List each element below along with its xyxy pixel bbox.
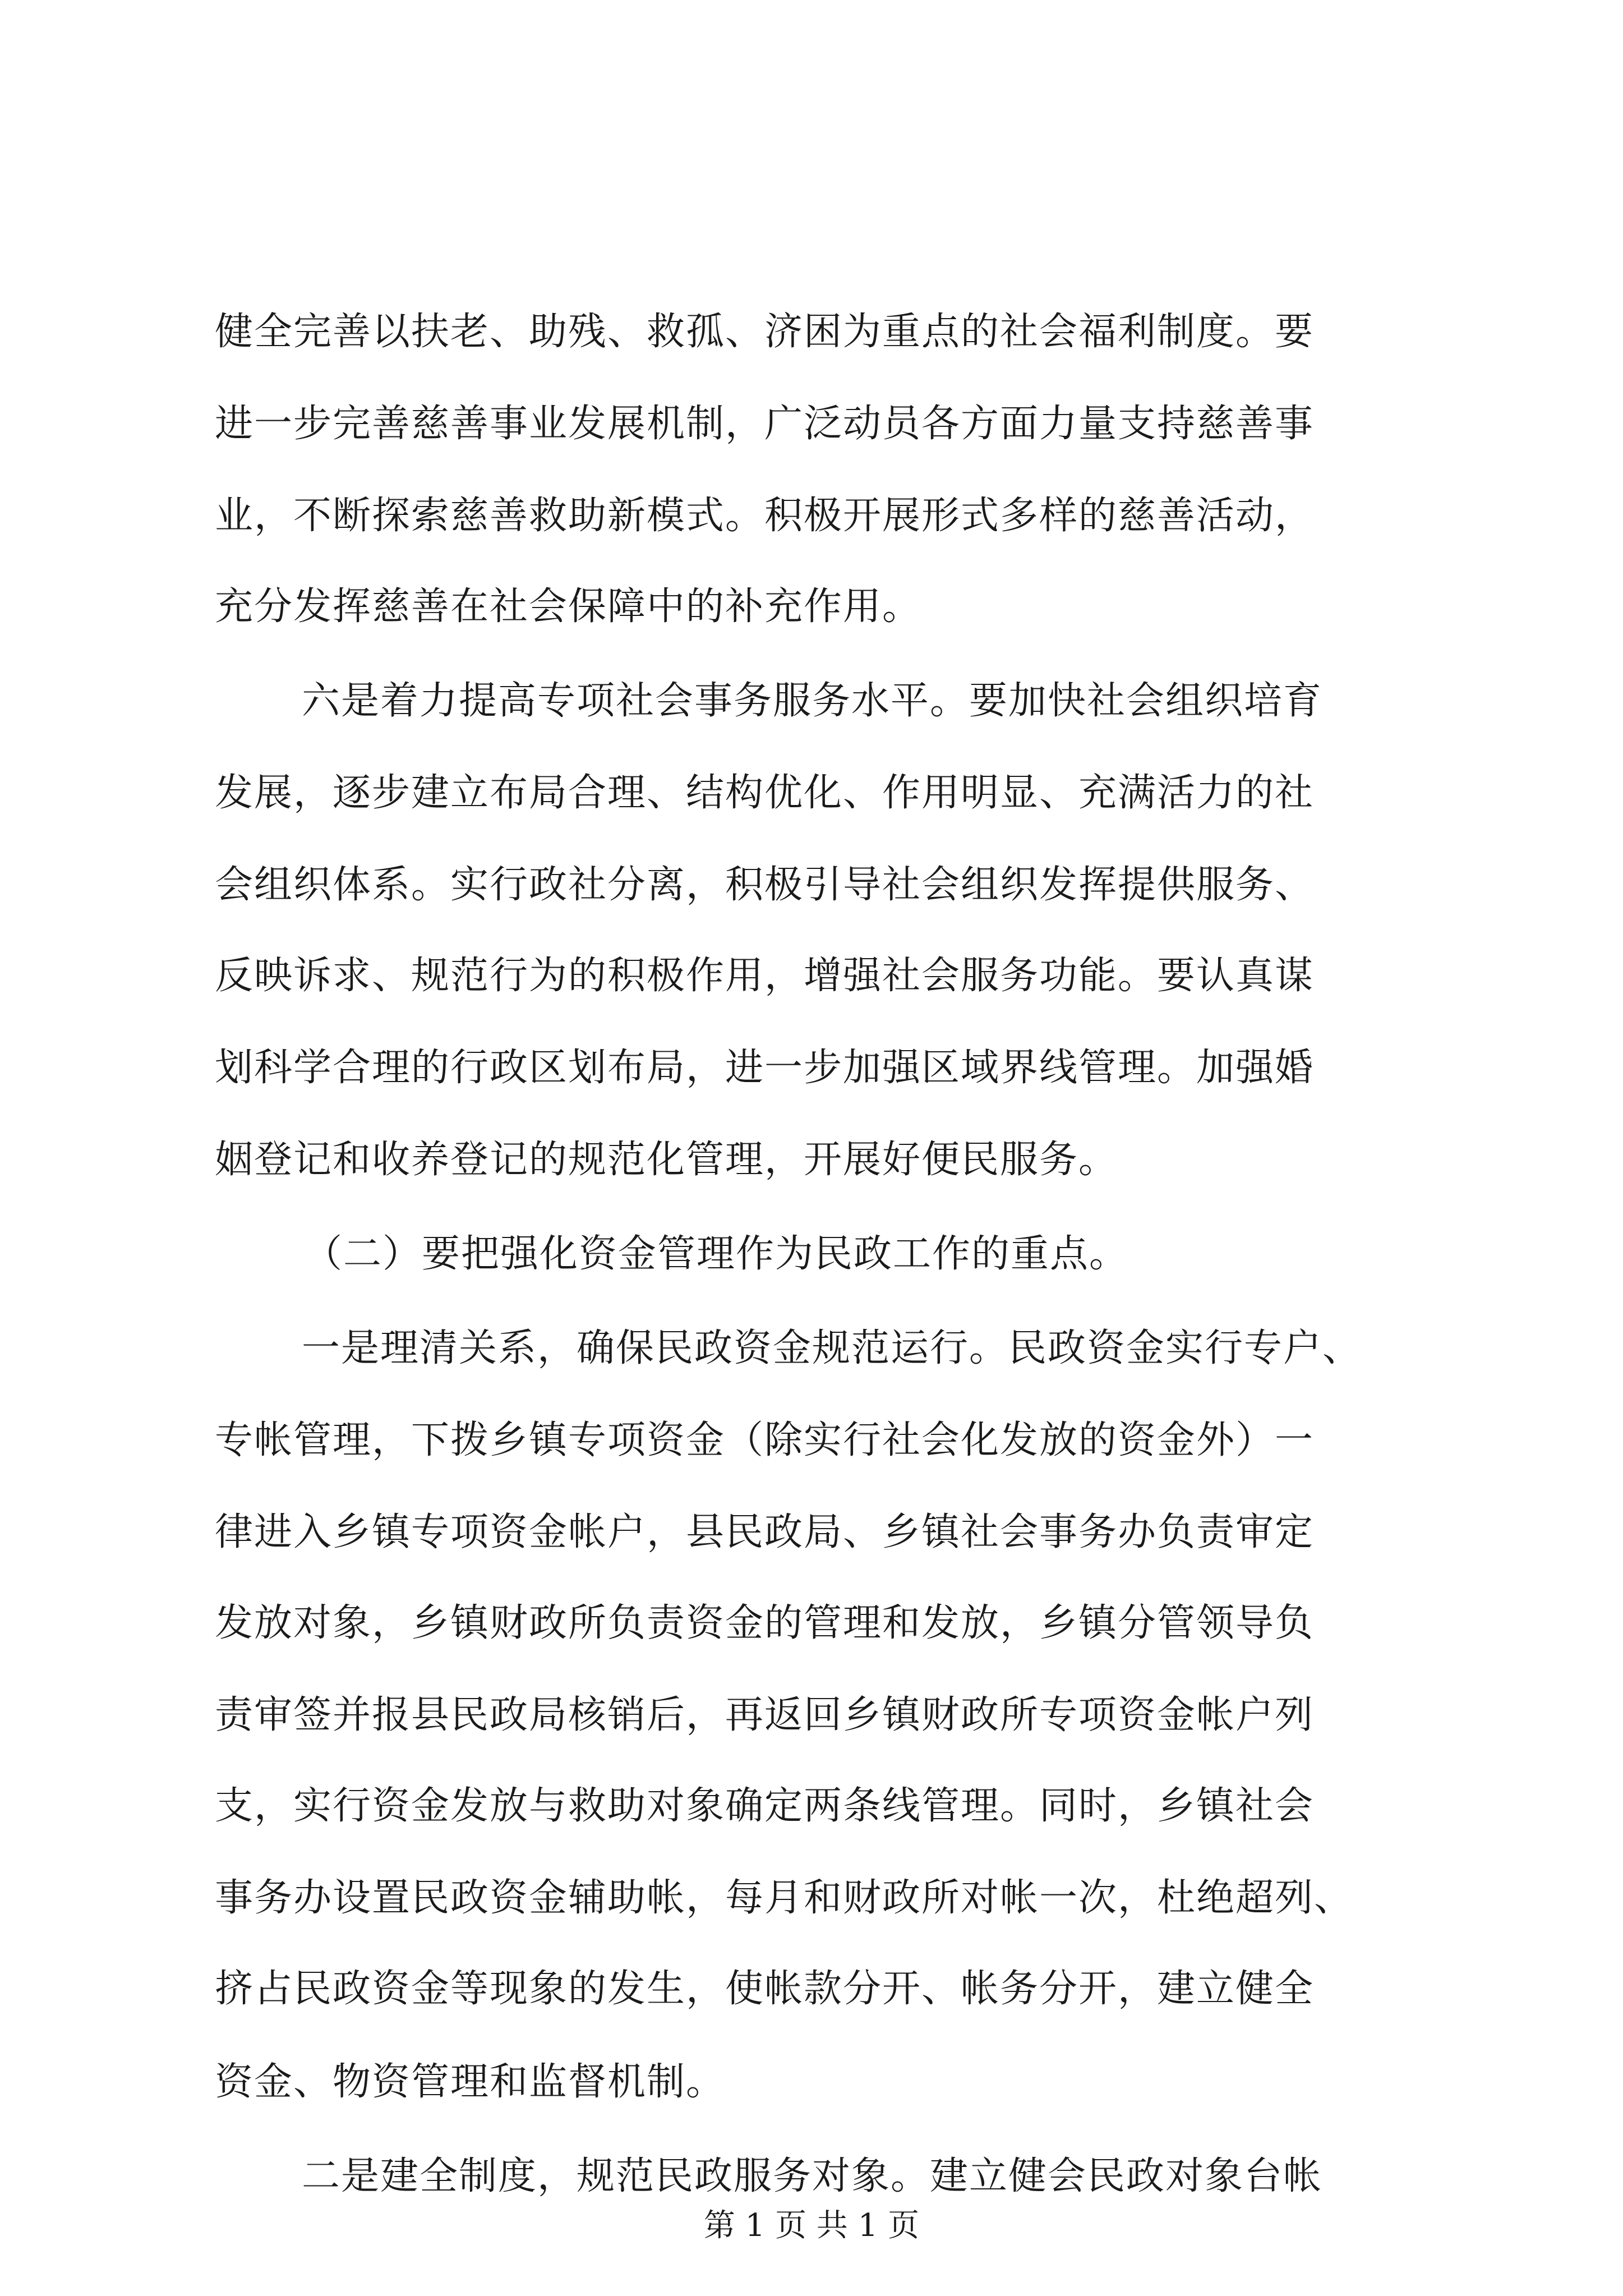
text-line: 挤占民政资金等现象的发生，使帐款分开、帐务分开，建立健全 (215, 1967, 1315, 2011)
text-line: 发展，逐步建立布局合理、结构优化、作用明显、充满活力的社 (215, 771, 1315, 815)
text-line: 专帐管理，下拨乡镇专项资金（除实行社会化发放的资金外）一 (215, 1418, 1315, 1462)
section-heading: （二）要把强化资金管理作为民政工作的重点。 (304, 1232, 1129, 1276)
text-line: 充分发挥慈善在社会保障中的补充作用。 (215, 585, 922, 629)
text-line: 发放对象，乡镇财政所负责资金的管理和发放，乡镇分管领导负 (215, 1601, 1315, 1645)
text-line: 健全完善以扶老、助残、救孤、济困为重点的社会福利制度。要 (215, 310, 1315, 354)
text-line: 反映诉求、规范行为的积极作用，增强社会服务功能。要认真谋 (215, 954, 1315, 998)
text-line: 姻登记和收养登记的规范化管理，开展好便民服务。 (215, 1138, 1118, 1182)
text-line: 会组织体系。实行政社分离，积极引导社会组织发挥提供服务、 (215, 863, 1315, 907)
paragraph-first-line: 六是着力提高专项社会事务服务水平。要加快社会组织培育 (302, 679, 1323, 723)
paragraph-first-line: 一是理清关系，确保民政资金规范运行。民政资金实行专户、 (302, 1326, 1362, 1370)
text-line: 事务办设置民政资金辅助帐，每月和财政所对帐一次，杜绝超列、 (215, 1876, 1354, 1920)
text-line: 责审签并报县民政局核销后，再返回乡镇财政所专项资金帐户列 (215, 1693, 1315, 1737)
text-line: 支，实行资金发放与救助对象确定两条线管理。同时，乡镇社会 (215, 1784, 1315, 1828)
text-line: 进一步完善慈善事业发展机制，广泛动员各方面力量支持慈善事 (215, 402, 1315, 446)
text-line: 业，不断探索慈善救助新模式。积极开展形式多样的慈善活动， (215, 494, 1315, 538)
text-line: 资金、物资管理和监督机制。 (215, 2060, 726, 2104)
paragraph-first-line: 二是建全制度，规范民政服务对象。建立健会民政对象台帐 (302, 2154, 1323, 2198)
text-line: 律进入乡镇专项资金帐户，县民政局、乡镇社会事务办负责审定 (215, 1510, 1315, 1554)
text-line: 划科学合理的行政区划布局，进一步加强区域界线管理。加强婚 (215, 1046, 1315, 1090)
page-footer: 第 1 页 共 1 页 (703, 2207, 920, 2244)
